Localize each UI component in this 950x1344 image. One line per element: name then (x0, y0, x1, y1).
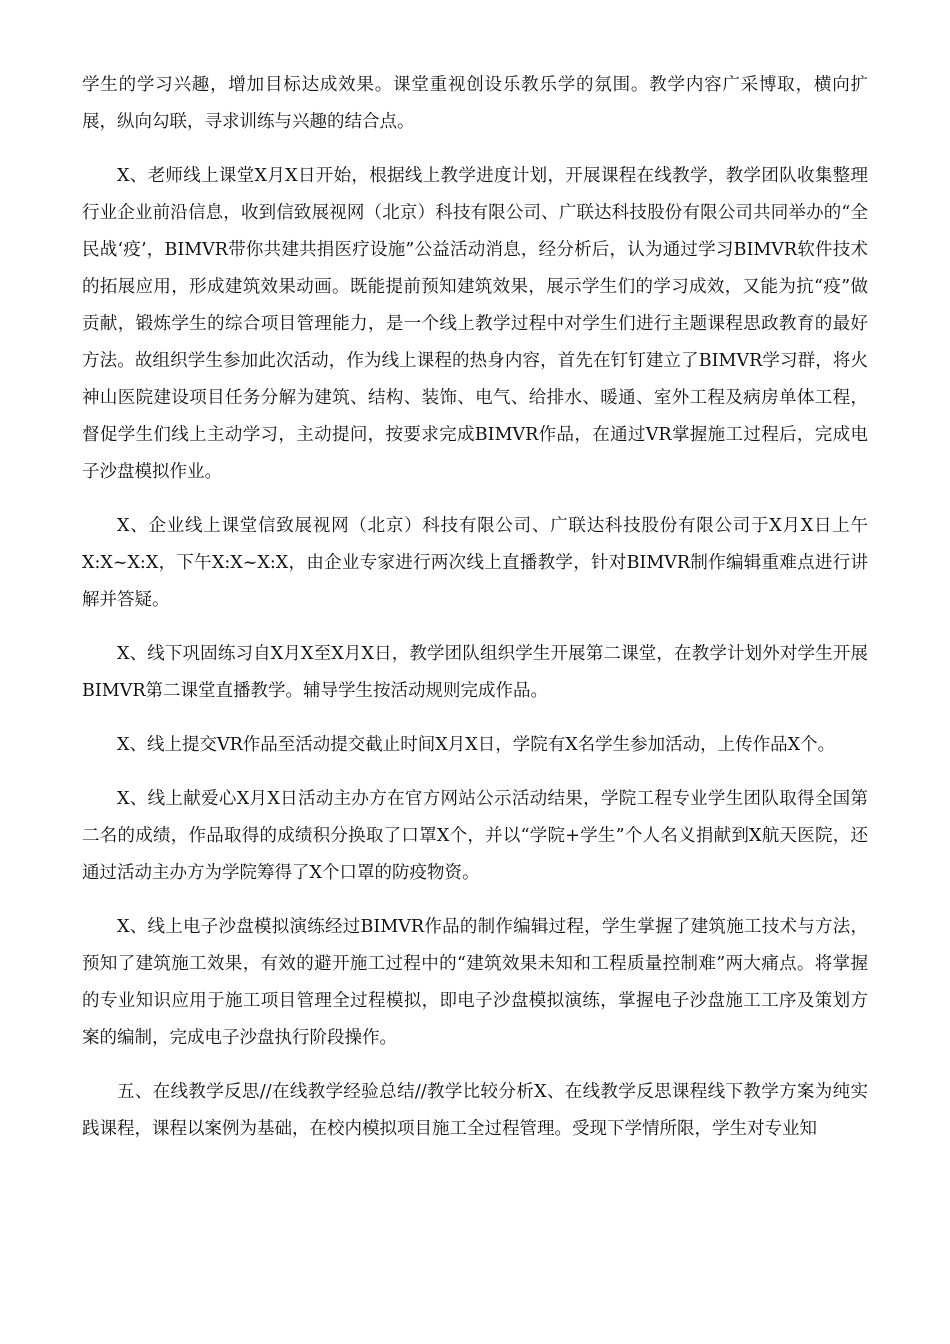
document-page (82, 67, 868, 1148)
paragraph-sandbox-simulation: X、线上电子沙盘模拟演练经过BIMVR作品的制作编辑过程，学生掌握了建筑施工技术与方法，预知了建筑施工效果，有效的避开施工过程中的“建筑效果未知和工程质量控制难”两大痛点。将掌握的专业知识应用于施工项目管理全过程模拟，即电子沙盘模拟演练，掌握电子沙盘施工工序及策划方案的编制，完成电子沙盘执行阶段操作。 (82, 917, 868, 1048)
paragraph-continuation: 学生的学习兴趣，增加目标达成效果。课堂重视创设乐教乐学的氛围。教学内容广采博取，横向扩展，纵向勾联，寻求训练与兴趣的结合点。 (82, 75, 868, 132)
paragraph-teaching-reflection: 五、在线教学反思//在线教学经验总结//教学比较分析X、在线教学反思课程线下教学方案为纯实践课程，课程以案例为基础，在校内模拟项目施工全过程管理。受现下学情所限，学生对专业知 (82, 1082, 868, 1139)
paragraph-teacher-online-class: X、老师线上课堂X月X日开始，根据线上教学进度计划，开展课程在线教学，教学团队收集整理行业企业前沿信息，收到信致展视网（北京）科技有限公司、广联达科技股份有限公司共同举办的“全民战‘疫’，BIMVR带你共建共捐医疗设施”公益活动消息，经分析后，认为通过学习BIMVR软件技术的拓展应用，形成建筑效果动画。既能提前预知建筑效果，展示学生们的学习成效，又能为抗“疫”做贡献，锻炼学生的综合项目管理能力，是一个线上教学过程中对学生们进行主题课程思政教育的最好方法。故组织学生参加此次活动，作为线上课程的热身内容，首先在钉钉建立了BIMVR学习群，将火神山医院建设项目任务分解为建筑、结构、装饰、电气、给排水、暖通、室外工程及病房单体工程，督促学生们线上主动学习，主动提问，按要求完成BIMVR作品，在通过VR掌握施工过程后，完成电子沙盘模拟作业。 (82, 166, 868, 482)
paragraph-online-donation: X、线上献爱心X月X日活动主办方在官方网站公示活动结果，学院工程专业学生团队取得全国第二名的成绩，作品取得的成绩积分换取了口罩X个，并以“学院+学生”个人名义捐献到X航天医院，还通过活动主办方为学院筹得了X个口罩的防疫物资。 (82, 789, 868, 883)
paragraph-vr-submission: X、线上提交VR作品至活动提交截止时间X月X日，学院有X名学生参加活动，上传作品X个。 (117, 735, 836, 755)
paragraph-offline-practice: X、线下巩固练习自X月X至X月X日，教学团队组织学生开展第二课堂，在教学计划外对学生开展BIMVR第二课堂直播教学。辅导学生按活动规则完成作品。 (82, 644, 868, 701)
paragraph-enterprise-online-class: X、企业线上课堂信致展视网（北京）科技有限公司、广联达科技股份有限公司于X月X日上午X:X~X:X，下午X:X~X:X，由企业专家进行两次线上直播教学，针对BIMVR制作编辑重难点进行讲解并答疑。 (82, 516, 868, 610)
